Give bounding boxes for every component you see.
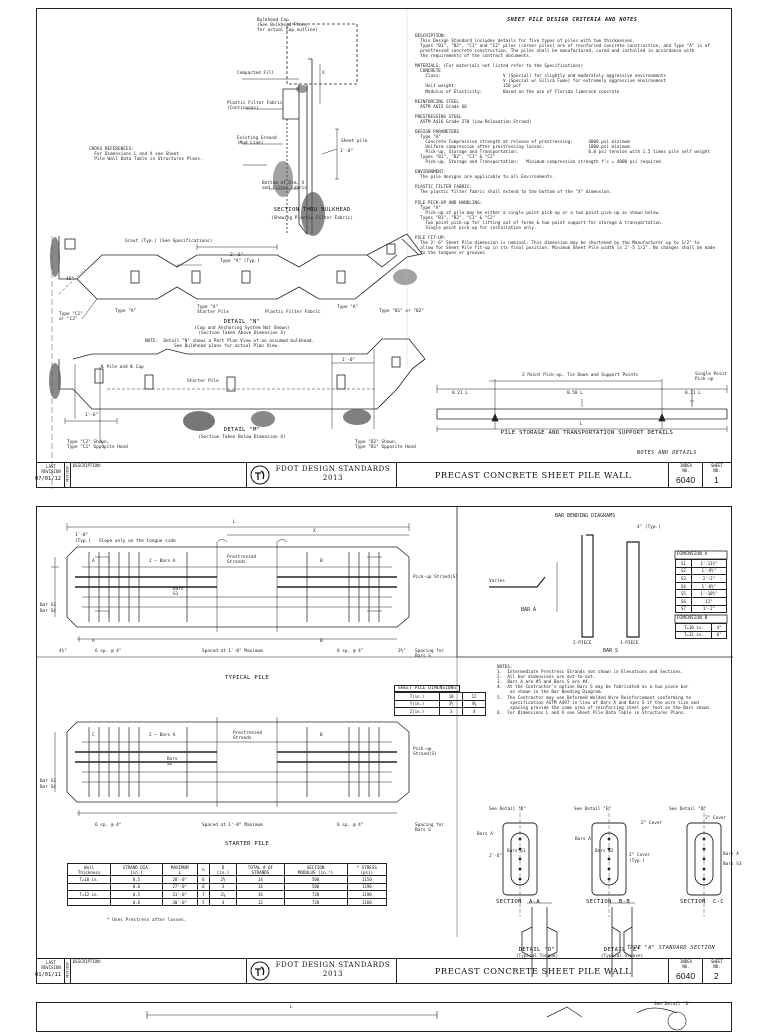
section-thru-bulkhead-subtitle: (Showing Plastic Filter Fabric): [271, 216, 353, 221]
table-cell: 4": [712, 624, 727, 632]
sheet-pile-dims-row: [395, 700, 486, 708]
fdot-year-label: 2013: [322, 474, 344, 482]
end-dim-right-label: 3½": [398, 649, 406, 654]
table-cell: S1: [676, 560, 692, 568]
cover-label: 2" Cover: [641, 821, 663, 826]
pile-note-line: 3. Bars A are #5 and Bars S are #4.: [497, 680, 591, 686]
table-cell: S3: [676, 575, 692, 583]
support-details-title: PILE STORAGE AND TRANSPORTATION SUPPORT DETAILS: [500, 430, 674, 436]
see-detail-e-label: See Detail "E": [574, 807, 612, 812]
dimension-a-title: DIMENSION A: [677, 552, 708, 557]
bars-a-sec-label: Bars A: [477, 832, 493, 837]
table-cell: 28'-0": [162, 876, 197, 884]
dim-x-label-2: X: [313, 529, 316, 534]
cross-references: CROSS REFERENCES: For Dimensions L and X see Sheet Pile Wall Data Table in Structures Plans.: [89, 147, 203, 162]
spacing-right-label-2: 6 sp. @ 4": [337, 823, 364, 828]
table-cell: 3: [440, 708, 463, 716]
pickup-strand-label-2: Pick-up Strand(S): [413, 747, 437, 757]
dimension-a-table: [675, 559, 727, 613]
table-cell: 27'-0": [162, 883, 197, 891]
table-cell: 720: [284, 898, 347, 906]
pile-note-line: 4. At the Contractor's option Bars S may be fabricated as a two piece bar: [497, 685, 689, 691]
strand-table: [67, 863, 387, 906]
fdot-logo-icon-2: [250, 961, 270, 981]
table-cell: 3: [209, 883, 237, 891]
strand-table-header: MAXIMUM L: [162, 864, 197, 876]
drawing-title: PRECAST CONCRETE SHEET PILE WALL: [434, 470, 632, 480]
bar-s-1piece: [627, 542, 639, 637]
design-note-line: PILE FIT-UP:: [415, 235, 447, 241]
sheet-pile-dims-title: SHEET PILE DIMENSIONS: [394, 685, 460, 692]
design-note-line: Type "A": [415, 134, 441, 140]
strand-table-header: SECTION MODULUS (in.³): [284, 864, 347, 876]
type-b-label: Type "B1" or "B2": [379, 309, 424, 314]
strand-table-row: [68, 898, 387, 906]
pile-note-line: NOTES:: [497, 665, 513, 670]
drawing-sheet-2: [35, 506, 742, 984]
dim-l-label: L: [233, 520, 236, 525]
bars-a-label: 2 — Bars A: [149, 559, 176, 564]
bulkhead-cap-label: Bulkhead Cap (See Bulkhead Plans for actual Cap outline): [257, 18, 318, 33]
table-cell: 4: [209, 898, 237, 906]
type-b2-label: Type "B2" Shown, Type "B1" Opposite Hand: [355, 440, 416, 450]
section-c-c-title: SECTION C-C: [679, 899, 724, 905]
design-note-line: REINFORCING STEEL: [415, 99, 459, 105]
table-cell: T(in.): [395, 693, 440, 701]
detail-n-subtitle: (Cap and Anchoring System Not Shown) (Section Taken Above Dimension X): [194, 326, 290, 336]
dim-1ft-label: 1'-0": [340, 149, 354, 154]
detail-n-title: DETAIL "N": [223, 319, 261, 325]
table-cell: 14: [237, 883, 284, 891]
table-cell: 4: [463, 708, 486, 716]
bar-s-2piece: [582, 535, 593, 637]
table-cell: 2⅞: [209, 891, 237, 899]
index-label-2: INDEX NO.: [679, 959, 693, 969]
detail-m-title: DETAIL "M": [223, 427, 261, 433]
table-cell: T=10 in.: [676, 624, 712, 632]
sheet-pile-dims-row: [395, 708, 486, 716]
table-cell: T=12 in.: [676, 631, 712, 639]
table-cell: T=10 in.: [68, 876, 111, 884]
table-cell: 6: [197, 883, 209, 891]
revision-label: REVISION: [65, 466, 70, 482]
title-block-2: [37, 958, 731, 983]
filter-fabric-label: Plastic Filter Fabric (Continuous): [227, 101, 283, 111]
sheet-pile-dims-table: [394, 692, 486, 716]
bar-s4-label: Bar S4: [40, 609, 56, 614]
table-cell: 1160: [347, 898, 386, 906]
spacing-mid-label-2: Spaced at 1'-0" Maximum: [202, 823, 263, 828]
dimension-a-row: [676, 582, 727, 590]
table-cell: 1'-2": [691, 605, 726, 613]
design-note-line: Types "B1", "B2", "C1" and "C2" piles (corner piles) are of reinforced concrete construction, and Type "A" is of: [415, 44, 710, 50]
design-note-line: allow for Sheet Pile fit-up in its final position. Minimum Sheet Pile width is 2'-5 1/2". No changes shall be made: [415, 245, 716, 251]
design-note-line: Types "B1", "B2", "C1" & "C2": [415, 155, 496, 161]
sheet2-notes: [497, 665, 712, 716]
dimension-a-row: [676, 560, 727, 568]
dimension-a-row: [676, 605, 727, 613]
table-cell: 10: [440, 693, 463, 701]
design-note-line: ASTM A615 Grade 60: [415, 104, 467, 110]
table-cell: 1'-11½": [691, 560, 726, 568]
design-note-line: Pick-up, Storage and Transportation: 0.0 psi tension with 1.5 times pile self weight: [415, 150, 710, 156]
dim-typ-label: 4" (Typ.): [637, 525, 661, 530]
dimension-a-row: [676, 575, 727, 583]
spacing-right-label: 6 sp. @ 4": [337, 649, 364, 654]
table-cell: 16: [237, 891, 284, 899]
table-cell: 0.5: [111, 876, 162, 884]
design-note-line: prestressed concrete construction. The piles shall be manufactured, cured and installed in accordance with: [415, 49, 695, 55]
table-cell: 0.6: [111, 883, 162, 891]
table-cell: 500: [284, 876, 347, 884]
detail-e-subtitle: (Typical Groove): [600, 954, 644, 959]
strand-table-row: [68, 883, 387, 891]
typical-pile-title: TYPICAL PILE: [224, 675, 269, 681]
cover-label-2: 2" Cover: [705, 816, 727, 821]
strand-table-header: STRAND DIA. (in.): [111, 864, 162, 876]
design-note-line: Type "A": [415, 205, 441, 211]
design-criteria-notes: [415, 34, 731, 256]
pile-note-line: as shown in the Bar Bending Diagram.: [497, 690, 604, 696]
type-a-starter-label: Type "A" Starter Pile: [197, 305, 229, 315]
section-b-b-title: SECTION B-B: [585, 899, 630, 905]
design-note-line: the requirements of the contract documents.: [415, 54, 532, 60]
table-cell: 5: [197, 898, 209, 906]
detail-n-note: NOTE: Detail "N" shows a Part Plan View of an assumed bulkhead. See Bulkhead plans for actual Plan View.: [145, 339, 315, 349]
seg-left-label: 0.21 L: [452, 391, 468, 396]
bars-s3-sec-label: Bars S3: [723, 862, 742, 867]
drawing-title-2: PRECAST CONCRETE SHEET PILE WALL: [434, 966, 632, 976]
dim-t-label: 1'-0": [75, 533, 89, 538]
design-note-line: Single point pick-up for installation only.: [415, 225, 537, 231]
design-note-line: This Design Standard includes details for five types of piles with two thicknesses.: [415, 39, 635, 45]
revision-label-2: REVISION: [65, 962, 70, 978]
section-width-label: 2'-6": [489, 854, 503, 859]
pile-note-line: 2. All bar dimensions are out-to-out.: [497, 675, 596, 681]
cover-label-3: 2" Cover: [629, 853, 651, 858]
table-cell: 14: [237, 876, 284, 884]
strand-table-header: * STRESS (psi): [347, 864, 386, 876]
pile-note-line: 6. For Dimensions L and X see Sheet Pile Data Table in Structures Plans.: [497, 710, 686, 716]
table-cell: 6: [197, 876, 209, 884]
spacing-mid-label: Spaced at 1'-0" Maximum: [202, 649, 263, 654]
index-label: INDEX NO.: [679, 463, 693, 473]
table-cell: 0.5: [111, 891, 162, 899]
strand-table-row: [68, 876, 387, 884]
slope-note: Slope only on the tongue side: [99, 539, 176, 544]
corner-pile-label: Type "C2" Shown, Type "C1" Opposite Hand: [67, 440, 128, 450]
table-cell: 720: [284, 891, 347, 899]
spacing-left-label: 6 sp. @ 4": [95, 649, 122, 654]
cover-typ-label: (Typ.): [629, 859, 645, 864]
table-cell: 1190: [347, 891, 386, 899]
table-cell: 6": [712, 631, 727, 639]
sheet3-dim-l: L: [290, 1005, 293, 1010]
table-cell: 3½: [440, 700, 463, 708]
design-criteria-heading: SHEET PILE DESIGN CRITERIA AND NOTES: [507, 17, 638, 23]
pile-note-line: spacing provide the same area of reinforcing steel per foot as the Bars shown.: [497, 705, 712, 711]
starter-pile-title: STARTER PILE: [224, 841, 269, 847]
strand-table-header: n: [197, 864, 209, 876]
table-cell: T=12 in.: [68, 891, 111, 899]
section-a-marker-2: A: [92, 639, 95, 644]
dim-1ft0-label: 1'-0": [342, 358, 356, 363]
dimension-a-row: [676, 567, 727, 575]
detail-d-title: DETAIL "D": [518, 947, 556, 953]
design-criteria-notes-text: [415, 34, 731, 256]
notes-and-details-tag: NOTES AND DETAILS: [637, 450, 697, 456]
dim-1ft6-label: 1'-6": [85, 413, 99, 418]
design-note-line: ASTM A416 Grade 270 (Low-Relaxation Strand): [415, 119, 532, 125]
bars-s2-label: Bars S2: [167, 757, 178, 767]
fdot-logo-icon: [250, 465, 270, 485]
see-detail-d-label: See Detail "D": [489, 807, 527, 812]
varies-label: Varies: [489, 579, 505, 584]
strand-table-header: D (in.): [209, 864, 237, 876]
bar-bending-heading: BAR BENDING DIAGRAMS: [555, 513, 616, 519]
sheet-number: 1: [714, 475, 719, 485]
dimension-b-row: [676, 631, 727, 639]
design-note-line: The plastic filter fabric shall extend to the bottom of the "X" dimension.: [415, 190, 612, 196]
table-cell: 30'-0": [162, 898, 197, 906]
detail-d-subtitle: (Typical Tongue): [515, 954, 559, 959]
section-b-marker: B: [320, 559, 323, 564]
bars-s1-sec-label: Bars S1: [507, 849, 526, 854]
design-note-line: PILE PICK-UP AND HANDLING:: [415, 200, 483, 206]
bars-a-sec-label-2: Bars A: [723, 852, 739, 857]
dim-x-label: X: [322, 71, 325, 76]
design-note-line: Two point pick-up for lifting out of forms & two point support for storage & transportation.: [415, 220, 664, 226]
table-cell: [68, 898, 111, 906]
design-note-line: DESCRIPTION:: [415, 34, 447, 39]
design-note-line: V (Special w/ Silica Fume) for extremely aggressive environment: [415, 79, 666, 85]
table-cell: [68, 883, 111, 891]
design-note-line: Pick-up, Storage and Transportation: Minimum compression strength f'c = 4000 psi required.: [415, 160, 664, 166]
table-cell: S2: [676, 567, 692, 575]
design-note-line: PLASTIC FILTER FABRIC:: [415, 185, 472, 191]
type-a-typ-label: Type "A" (Typ.): [220, 259, 260, 264]
table-cell: 12: [463, 693, 486, 701]
filter-fabric-n-label: Plastic Filter Fabric: [265, 310, 321, 315]
type-c1-c2-label: Type "C1" or "C2": [59, 312, 83, 322]
design-note-line: Uniform compression after prestressing losses: 1000 psi minimum: [415, 145, 630, 151]
design-note-line: Types "B1", "B2", "C1" & "C2": [415, 215, 496, 221]
bars-s1-label: Bars S1: [173, 587, 184, 597]
sheet-label-2: SHEET NO.: [710, 959, 724, 969]
section-a-marker: A: [92, 559, 95, 564]
table-cell: 1'-9½": [691, 567, 726, 575]
table-cell: Z(in.): [395, 708, 440, 716]
table-cell: 500: [284, 883, 347, 891]
strand-table-footnote: * Uses Prestress after losses.: [107, 918, 187, 923]
design-note-line: Unit weight: 150 pcf: [415, 84, 522, 90]
drawing-sheet-3-partial: [36, 1002, 732, 1032]
bar-s3-label: Bar S3: [40, 603, 56, 608]
table-cell: S4: [676, 582, 692, 590]
pickup-strand-label: Pick-up Strand(S): [413, 575, 458, 580]
prestressed-label: Prestressed Strands: [227, 555, 257, 565]
design-note-line: Pick-up of pile may be either a single point pick-up or a two point pick-up as shown below.: [415, 210, 661, 216]
pile-note-line: 1. Intermediate Prestress Strands not shown in Elevations and Sections.: [497, 670, 684, 676]
fdot-standards-label: FDOT DESIGN STANDARDS: [275, 465, 391, 473]
spacing-bars-label: Spacing for Bars S: [415, 649, 445, 659]
sheet3-see-detail-d: See Detail "D": [654, 1002, 692, 1007]
design-note-line: The 2'-6" Sheet Pile dimension is nominal. This dimension may be shortened by the Manufacturer up to 1/2" to: [415, 240, 700, 246]
sheet-pile-dims-row: [395, 693, 486, 701]
table-cell: 2½: [209, 876, 237, 884]
type-a-left-label: Type "A": [115, 309, 137, 314]
title-block-1: [37, 462, 731, 487]
typ-label: (Typ.): [75, 539, 91, 544]
pile-note-line: specification ASTM A497 in lieu of Bars A and Bars S if the wire size and: [497, 700, 699, 706]
table-cell: 1150: [347, 876, 386, 884]
section-b-marker-2: B: [320, 639, 323, 644]
table-cell: S5: [676, 590, 692, 598]
table-cell: 0.6: [111, 898, 162, 906]
detail-e-title: DETAIL "E": [603, 947, 641, 953]
standard-section-tag: TYPE "A" STANDARD SECTION: [627, 945, 716, 951]
dim-2ft6-label: 2'-6": [230, 253, 244, 258]
dimension-a-row: [676, 590, 727, 598]
dimension-b-title: DIMENSION B: [677, 616, 708, 621]
last-revision-label: LAST REVISION: [41, 464, 61, 474]
see-detail-d-label-2: See Detail "D": [669, 807, 707, 812]
one-piece-label: 1-PIECE: [620, 641, 639, 646]
bar-a-label: BAR A: [521, 607, 537, 613]
bottom-dim-label: Bottom of Dim. X and Filter Fabric: [262, 181, 307, 191]
last-revision-date-2: 01/01/11: [35, 972, 61, 978]
table-cell: 1'-8½": [691, 582, 726, 590]
design-note-line: Class: V (Special) for slightly and moderately aggressive environments: [415, 74, 666, 80]
dimension-b-table: [675, 623, 727, 639]
section-thru-bulkhead-title: SECTION THRU BULKHEAD: [273, 207, 351, 213]
sheet-number-2: 2: [714, 971, 719, 981]
section-b-marker-3: B: [320, 733, 323, 738]
design-note-line: The pile designs are applicable to all Environments.: [415, 175, 555, 181]
dimension-b-row: [676, 624, 727, 632]
design-note-line: Modulus of Elasticity: Based on the use of Florida limerock concrete: [415, 89, 620, 95]
strand-table-header: TOTAL # OF STRANDS: [237, 864, 284, 876]
seg-mid-label: 0.58 L: [567, 391, 583, 396]
prestressed-label-2: Prestressed Strands: [233, 731, 263, 741]
fdot-standards-label-2: FDOT DESIGN STANDARDS: [275, 961, 391, 969]
table-cell: S6: [676, 597, 692, 605]
last-revision-label-2: LAST REVISION: [41, 960, 61, 970]
seg-right-label: 0.21 L: [685, 391, 701, 396]
table-cell: 4⅝: [463, 700, 486, 708]
bar-s4-label-2: Bar S4: [40, 785, 56, 790]
table-cell: 1190: [347, 883, 386, 891]
table-cell: S7: [676, 605, 692, 613]
table-cell: 31'-0": [162, 891, 197, 899]
design-note-line: PRESTRESSING STEEL: [415, 114, 462, 120]
design-note-line: Concrete Compressive strength at release of prestressing: 4000 psi minimum: [415, 139, 630, 145]
index-number: 6040: [676, 475, 696, 485]
description-label-2: DESCRIPTION:: [73, 959, 102, 964]
angle-label: 45°: [66, 277, 74, 282]
pile-note-line: 5. The Contractor may use Deformed Welded Wire Reinforcement conforming to: [497, 695, 692, 701]
table-cell: Y(in.): [395, 700, 440, 708]
seg-total-label: L: [580, 422, 583, 427]
single-point-label: Single Point Pick-up: [695, 372, 727, 382]
sheet-pile-label: Sheet pile: [341, 139, 368, 144]
bars-s2-sec-label: Bars S2: [595, 849, 614, 854]
detail-m-subtitle: (Section Taken Below Dimension X): [198, 435, 286, 440]
last-revision-date: 07/01/12: [35, 476, 61, 482]
section-c-marker: C: [92, 733, 95, 738]
design-note-line: MATERIALS: (For materials not listed refer to the Specifications): [415, 64, 584, 70]
strand-table-header: Wall Thickness: [68, 864, 111, 876]
description-label: DESCRIPTION:: [73, 463, 102, 468]
design-note-line: to the tongues or grooves.: [415, 251, 488, 257]
soil-hatching: [49, 85, 417, 431]
design-note-line: DESIGN PARAMETERS: [415, 129, 459, 135]
index-number-2: 6040: [676, 971, 696, 981]
fdot-year-label-2: 2013: [322, 970, 344, 978]
compacted-fill-label: Compacted Fill: [237, 71, 275, 76]
spacing-left-label-2: 6 sp. @ 4": [95, 823, 122, 828]
bar-s3-label-2: Bar S3: [40, 779, 56, 784]
sheet3-linework: [37, 1003, 733, 1033]
two-piece-label: 2-PIECE: [573, 641, 592, 646]
pile-elevation: [437, 409, 727, 419]
table-cell: 7: [197, 891, 209, 899]
strand-table-row: [68, 891, 387, 899]
two-point-label: 2 Point Pick-up, Tie Down and Support Points: [522, 373, 639, 378]
design-note-line: CONCRETE: [415, 69, 441, 75]
grout-label: Grout (Typ.) (See Specifications): [125, 239, 213, 244]
existing-ground-label: Existing Ground (Mud Line): [237, 136, 277, 146]
bar-s-label: BAR S: [603, 648, 619, 654]
bars-a-label-2: 2 — Bars A: [149, 733, 176, 738]
table-cell: 1'-10½": [691, 590, 726, 598]
dimension-a-row: [676, 597, 727, 605]
sheet-label: SHEET NO.: [710, 463, 724, 473]
section-a-a-title: SECTION A-A: [495, 899, 540, 905]
table-cell: 2'-2": [691, 575, 726, 583]
bars-a-sec-label-3: Bars A: [575, 837, 591, 842]
table-cell: 11": [691, 597, 726, 605]
drawing-sheet-1: [36, 8, 732, 488]
pile-cap-line-label: ℄ Pile and ℄ Cap: [101, 365, 144, 370]
spacing-bars-label-2: Spacing for Bars S: [415, 823, 445, 833]
design-note-line: ENVIRONMENT:: [415, 170, 447, 176]
table-cell: 12: [237, 898, 284, 906]
type-a-right-label: Type "A": [337, 305, 359, 310]
starter-pile-label: Starter Pile: [187, 379, 219, 384]
sheet2-linework: [37, 507, 733, 985]
end-dim-label: 4½": [59, 649, 67, 654]
